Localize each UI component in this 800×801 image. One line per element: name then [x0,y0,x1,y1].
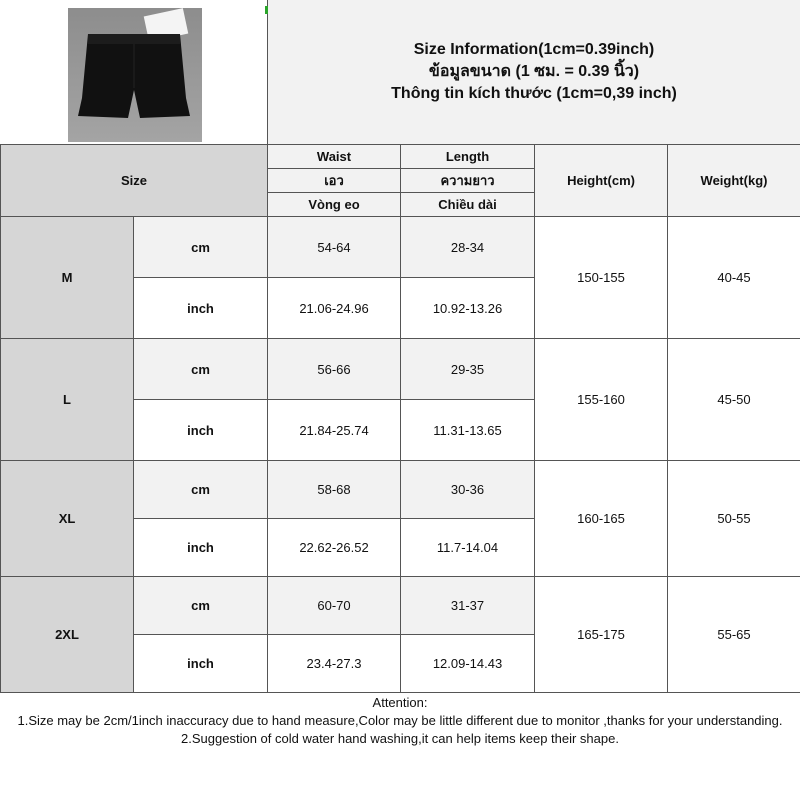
size-label-m: M [1,217,134,339]
weight-header: Weight(kg) [668,145,800,217]
waist-header-vi: Vòng eo [268,193,401,217]
waist-header-th: เอว [268,169,401,193]
product-photo [68,8,202,142]
unit-inch: inch [134,278,268,339]
waist-cm: 56-66 [268,339,401,400]
size-label-l: L [1,339,134,461]
product-photo-cell [0,0,268,144]
unit-cm: cm [134,461,268,519]
length-header-en: Length [401,145,535,169]
waist-inch: 23.4-27.3 [268,635,401,693]
weight-value: 50-55 [668,461,800,577]
height-value: 155-160 [535,339,668,461]
waist-inch: 21.84-25.74 [268,400,401,461]
size-label-xl: XL [1,461,134,577]
unit-inch: inch [134,635,268,693]
waist-cm: 54-64 [268,217,401,278]
size-label-2xl: 2XL [1,577,134,693]
length-inch: 11.7-14.04 [401,519,535,577]
length-cm: 31-37 [401,577,535,635]
unit-inch: inch [134,400,268,461]
length-cm: 29-35 [401,339,535,400]
unit-inch: inch [134,519,268,577]
attention-note [0,693,800,801]
info-line-vi: Thông tin kích thước (1cm=0,39 inch) [391,85,677,102]
height-header: Height(cm) [535,145,668,217]
unit-cm: cm [134,339,268,400]
length-header-th: ความยาว [401,169,535,193]
shorts-image [74,28,194,120]
waist-cm: 60-70 [268,577,401,635]
height-value: 165-175 [535,577,668,693]
size-table [0,144,800,693]
size-header: Size [1,145,268,217]
height-value: 160-165 [535,461,668,577]
weight-value: 55-65 [668,577,800,693]
height-value: 150-155 [535,217,668,339]
info-line-en: Size Information(1cm=0.39inch) [413,41,655,58]
waist-inch: 22.62-26.52 [268,519,401,577]
length-cm: 30-36 [401,461,535,519]
unit-cm: cm [134,217,268,278]
attention-title: Attention: [372,695,428,710]
weight-value: 45-50 [668,339,800,461]
attention-line-2: 2.Suggestion of cold water hand washing,it can help items keep their shape. [181,731,619,746]
waist-inch: 21.06-24.96 [268,278,401,339]
attention-line-1: 1.Size may be 2cm/1inch inaccuracy due to hand measure,Color may be little different due to monitor ,thanks for your understanding. [17,713,783,728]
waist-header-en: Waist [268,145,401,169]
length-inch: 11.31-13.65 [401,400,535,461]
info-line-th: ข้อมูลขนาด (1 ซม. = 0.39 นิ้ว) [428,63,640,80]
size-info-header [268,0,800,144]
length-header-vi: Chiều dài [401,193,535,217]
length-inch: 10.92-13.26 [401,278,535,339]
waist-cm: 58-68 [268,461,401,519]
unit-cm: cm [134,577,268,635]
weight-value: 40-45 [668,217,800,339]
length-inch: 12.09-14.43 [401,635,535,693]
length-cm: 28-34 [401,217,535,278]
